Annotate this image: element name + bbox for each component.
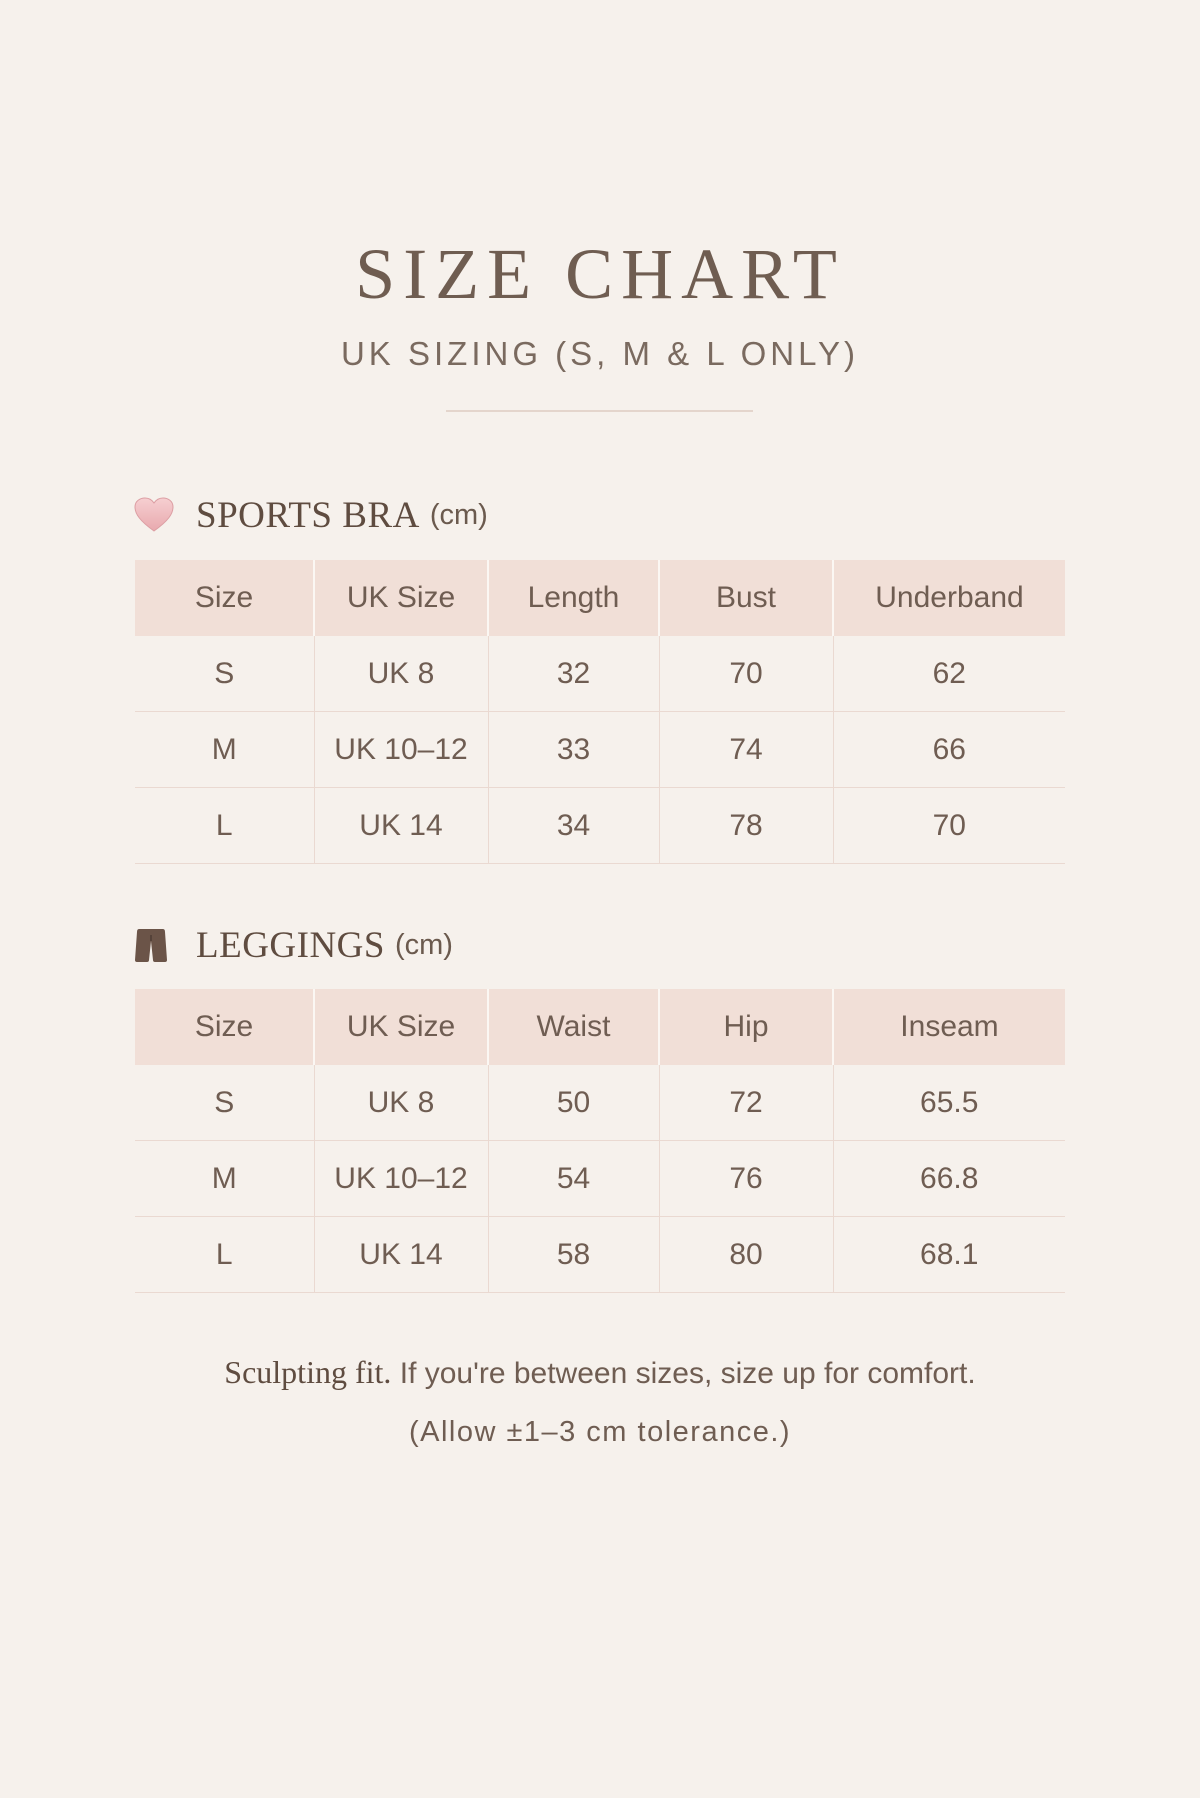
cell-size: S <box>135 636 314 712</box>
heart-icon <box>134 495 176 535</box>
cell-underband: 62 <box>833 636 1065 712</box>
table-row <box>135 1065 1065 1141</box>
column-header-bust: Bust <box>659 560 833 636</box>
cell-hip: 72 <box>659 1065 833 1141</box>
column-header-size: Size <box>135 560 314 636</box>
page-subtitle: UK SIZING (S, M & L ONLY) <box>340 335 860 372</box>
title-divider <box>446 410 753 412</box>
cell-uk-size: UK 10–12 <box>314 712 488 788</box>
cell-size: S <box>135 1065 314 1141</box>
column-header-size: Size <box>135 989 314 1065</box>
fit-note-text: If you're between sizes, size up for comfort. <box>399 1357 976 1390</box>
cell-inseam: 68.1 <box>833 1217 1065 1293</box>
sports-bra-title: SPORTS BRA <box>196 494 420 536</box>
fit-note <box>0 1352 1200 1394</box>
fit-note-lead: Sculpting fit. <box>224 1354 392 1390</box>
table-header-row <box>135 989 1065 1065</box>
cell-uk-size: UK 8 <box>314 1065 488 1141</box>
column-header-length: Length <box>488 560 659 636</box>
leggings-heading <box>134 920 453 970</box>
cell-size: L <box>135 788 314 864</box>
cell-size: M <box>135 712 314 788</box>
cell-uk-size: UK 8 <box>314 636 488 712</box>
cell-hip: 80 <box>659 1217 833 1293</box>
cell-size: M <box>135 1141 314 1217</box>
cell-bust: 74 <box>659 712 833 788</box>
cell-waist: 50 <box>488 1065 659 1141</box>
leggings-table <box>135 989 1065 1293</box>
column-header-waist: Waist <box>488 989 659 1065</box>
cell-underband: 66 <box>833 712 1065 788</box>
tolerance-note: (Allow ±1–3 cm tolerance.) <box>408 1416 792 1448</box>
table-row <box>135 788 1065 864</box>
cell-length: 32 <box>488 636 659 712</box>
cell-uk-size: UK 10–12 <box>314 1141 488 1217</box>
cell-waist: 54 <box>488 1141 659 1217</box>
cell-uk-size: UK 14 <box>314 788 488 864</box>
table-header-row <box>135 560 1065 636</box>
table-row <box>135 636 1065 712</box>
sports-bra-unit: (cm) <box>429 498 488 531</box>
cell-bust: 78 <box>659 788 833 864</box>
cell-underband: 70 <box>833 788 1065 864</box>
page-title: SIZE CHART <box>355 234 845 314</box>
cell-bust: 70 <box>659 636 833 712</box>
leggings-title: LEGGINGS <box>196 924 385 966</box>
table-row <box>135 1141 1065 1217</box>
cell-hip: 76 <box>659 1141 833 1217</box>
column-header-hip: Hip <box>659 989 833 1065</box>
table-row <box>135 712 1065 788</box>
column-header-uk-size: UK Size <box>314 989 488 1065</box>
column-header-inseam: Inseam <box>833 989 1065 1065</box>
table-row <box>135 1217 1065 1293</box>
column-header-underband: Underband <box>833 560 1065 636</box>
cell-inseam: 65.5 <box>833 1065 1065 1141</box>
cell-length: 33 <box>488 712 659 788</box>
leggings-unit: (cm) <box>394 928 453 961</box>
cell-inseam: 66.8 <box>833 1141 1065 1217</box>
cell-uk-size: UK 14 <box>314 1217 488 1293</box>
cell-waist: 58 <box>488 1217 659 1293</box>
cell-size: L <box>135 1217 314 1293</box>
shorts-icon <box>134 925 176 965</box>
sports-bra-heading <box>134 490 488 540</box>
cell-length: 34 <box>488 788 659 864</box>
column-header-uk-size: UK Size <box>314 560 488 636</box>
sports-bra-table <box>135 560 1065 864</box>
